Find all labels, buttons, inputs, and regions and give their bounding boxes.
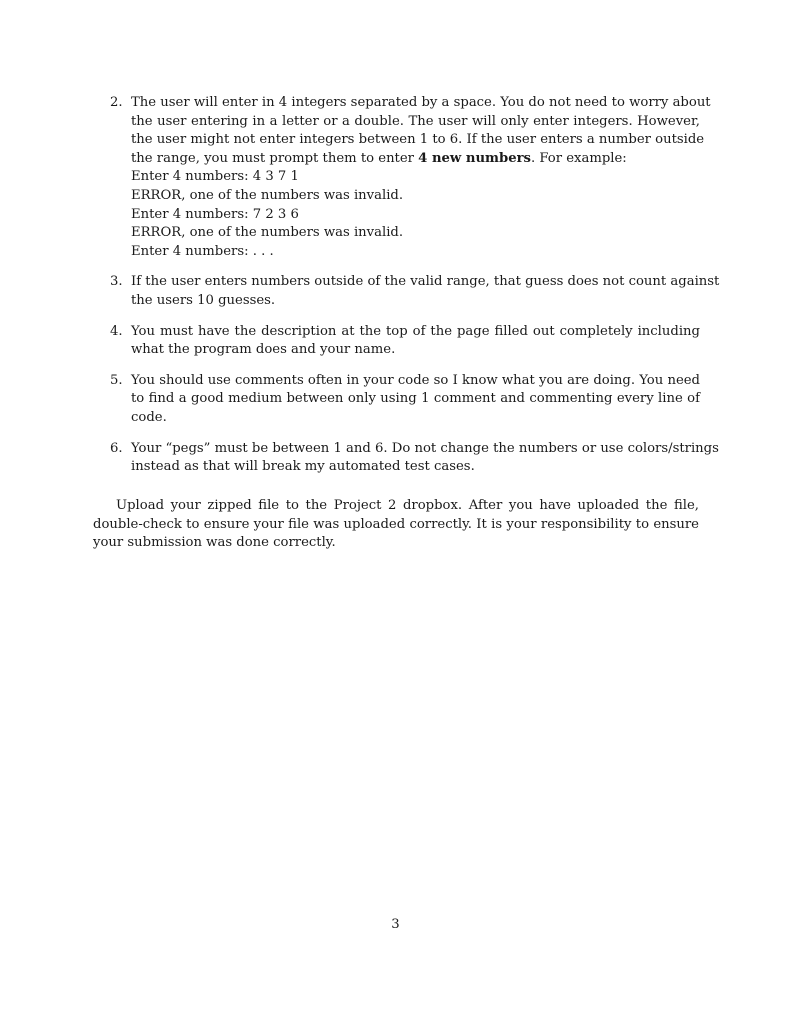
text-line: Upload your zipped file to the Project 2 dropbox. After you have uploaded the file, bbox=[116, 498, 699, 513]
text-line: your submission was done correctly. bbox=[93, 535, 336, 551]
example-line: Enter 4 numbers: . . . bbox=[131, 243, 274, 259]
text-line: The user will enter in 4 integers separated by a space. You do not need to worry about bbox=[131, 95, 711, 110]
text-fragment: the range, you must prompt them to enter bbox=[131, 150, 419, 166]
list-number: 4. bbox=[110, 323, 123, 339]
text-line: If the user enters numbers outside of the valid range, that guess does not count against bbox=[131, 274, 720, 290]
example-line: Enter 4 numbers: 4 3 7 1 bbox=[131, 169, 299, 185]
text-line: the user might not enter integers between 1 to 6. If the user enters a number outside bbox=[131, 132, 705, 148]
bold-text: 4 new numbers bbox=[418, 150, 531, 166]
list-item-2 bbox=[110, 94, 711, 261]
list-item-5 bbox=[110, 372, 700, 428]
example-line: ERROR, one of the numbers was invalid. bbox=[131, 187, 404, 203]
list-item-4 bbox=[110, 323, 700, 360]
list-number: 6. bbox=[110, 440, 123, 456]
text-line: You must have the description at the top of the page filled out completely including bbox=[131, 323, 700, 339]
list-number: 5. bbox=[110, 372, 123, 388]
text-line: You should use comments often in your code so I know what you are doing. You need bbox=[131, 372, 700, 388]
text-line: instead as that will break my automated test cases. bbox=[131, 459, 475, 475]
list-number: 2. bbox=[110, 95, 123, 110]
text-fragment: . For example: bbox=[530, 150, 627, 166]
list-item-6 bbox=[110, 440, 719, 477]
upload-instructions-paragraph bbox=[93, 497, 699, 553]
list-number: 3. bbox=[110, 274, 123, 290]
list-item-3 bbox=[110, 273, 720, 310]
text-line: code. bbox=[131, 409, 167, 425]
text-line: the users 10 guesses. bbox=[131, 292, 276, 308]
example-line: ERROR, one of the numbers was invalid. bbox=[131, 225, 404, 241]
text-line bbox=[131, 150, 700, 169]
text-line: double-check to ensure your file was uploaded correctly. It is your responsibility to ensure bbox=[93, 516, 699, 532]
text-line: the user entering in a letter or a double. The user will only enter integers. However, bbox=[131, 113, 700, 129]
requirements-list bbox=[110, 94, 720, 489]
text-line: what the program does and your name. bbox=[131, 342, 396, 358]
text-line: to find a good medium between only using 1 comment and commenting every line of bbox=[131, 391, 700, 407]
page-number: 3 bbox=[391, 917, 400, 932]
example-line: Enter 4 numbers: 7 2 3 6 bbox=[131, 206, 299, 222]
text-line: Your “pegs” must be between 1 and 6. Do not change the numbers or use colors/strings bbox=[131, 440, 719, 456]
